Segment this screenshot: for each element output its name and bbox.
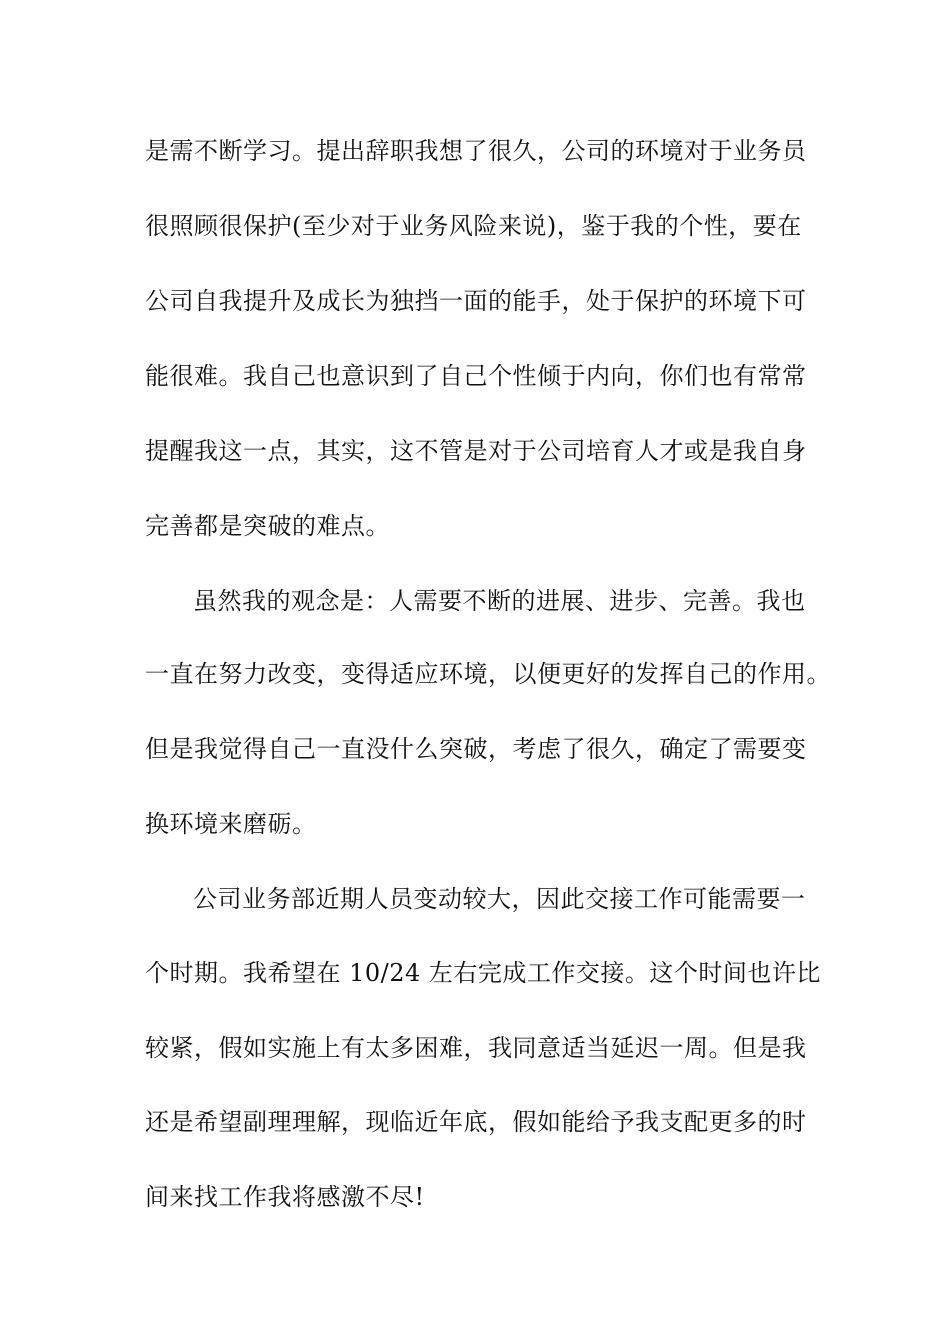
text-line: 公司自我提升及成长为独挡一面的能手，处于保护的环境下可	[145, 287, 807, 315]
text-line: 很照顾很保护(至少对于业务风险来说)，鉴于我的个性，要在	[145, 212, 802, 240]
text-line: 较紧，假如实施上有太多困难，我同意适当延迟一周。但是我	[145, 1034, 807, 1062]
text-line: 间来找工作我将感激不尽!	[145, 1183, 425, 1211]
text-line: 一直在努力改变，变得适应环境，以便更好的发挥自己的作用。	[145, 660, 831, 688]
text-line: 是需不断学习。提出辞职我想了很久，公司的环境对于业务员	[145, 137, 807, 165]
text-line: 但是我觉得自己一直没什么突破，考虑了很久，确定了需要变	[145, 735, 807, 763]
text-line: 能很难。我自己也意识到了自己个性倾于内向，你们也有常常	[145, 362, 807, 390]
paragraph-first-line: 虽然我的观念是：人需要不断的进展、进步、完善。我也	[193, 587, 806, 615]
text-line: 还是希望副理理解，现临近年底，假如能给予我支配更多的时	[145, 1108, 807, 1136]
text-line: 提醒我这一点，其实，这不管是对于公司培育人才或是我自身	[145, 437, 807, 465]
text-line: 完善都是突破的难点。	[145, 512, 390, 540]
text-line: 个时期。我希望在 10/24 左右完成工作交接。这个时间也许比	[145, 959, 821, 987]
paragraph-first-line: 公司业务部近期人员变动较大，因此交接工作可能需要一	[193, 885, 806, 913]
text-line: 换环境来磨砺。	[145, 810, 317, 838]
